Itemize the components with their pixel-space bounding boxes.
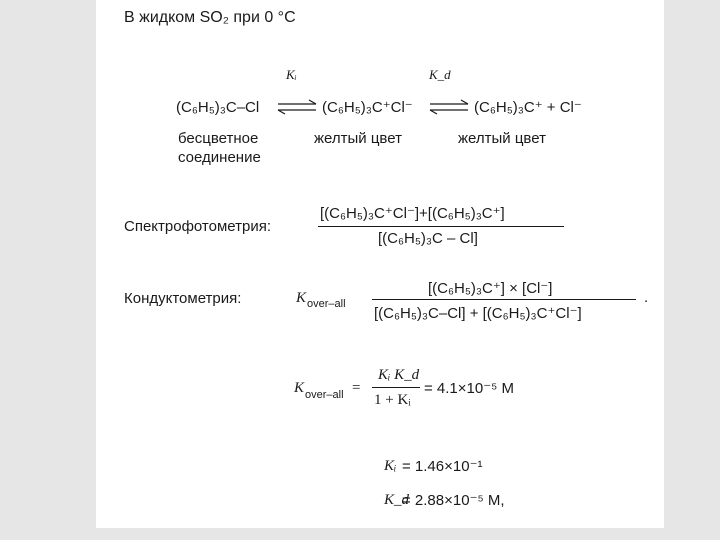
species-ion-pair: (C₆H₅)₃C⁺Cl⁻ bbox=[322, 99, 413, 116]
bottom-margin bbox=[0, 528, 720, 540]
kd-constant-value: = 2.88×10⁻⁵ M, bbox=[402, 492, 505, 509]
conducto-fraction-bar bbox=[372, 299, 636, 300]
equilibrium-arrow-1 bbox=[276, 100, 318, 114]
koverall-numerator: Kᵢ K_d bbox=[378, 367, 420, 383]
conducto-label: Кондуктометрия: bbox=[124, 290, 242, 307]
species-free-ions: (C₆H₅)₃C⁺ + Cl⁻ bbox=[474, 99, 582, 116]
label-yellow-2: желтый цвет bbox=[458, 130, 546, 147]
ki-constant-label: Kᵢ bbox=[384, 458, 397, 474]
koverall-k: K bbox=[294, 380, 305, 396]
koverall-equals: = bbox=[352, 380, 361, 396]
conducto-trailing-dot: . bbox=[644, 289, 649, 306]
species-trityl-chloride: (C₆H₅)₃C–Cl bbox=[176, 99, 260, 116]
document-page bbox=[96, 0, 664, 528]
spectro-denominator: [(C₆H₅)₃C – Cl] bbox=[378, 230, 478, 247]
kd-constant-label: K_d bbox=[384, 492, 410, 508]
spectro-fraction-bar bbox=[318, 226, 564, 227]
right-margin bbox=[664, 0, 720, 528]
ki-constant-value: = 1.46×10⁻¹ bbox=[402, 458, 483, 475]
koverall-denominator: 1 + Kᵢ bbox=[374, 392, 411, 408]
label-colorless: бесцветное bbox=[178, 130, 259, 147]
conducto-numerator: [(C₆H₅)₃C⁺] × [Cl⁻] bbox=[428, 280, 553, 297]
koverall-fraction-bar bbox=[372, 387, 420, 388]
koverall-result: = 4.1×10⁻⁵ M bbox=[424, 380, 515, 397]
koverall-k-subscript: over–all bbox=[305, 389, 344, 401]
kd-label: K_d bbox=[429, 67, 451, 82]
conducto-denominator: [(C₆H₅)₃C–Cl] + [(C₆H₅)₃C⁺Cl⁻] bbox=[374, 305, 582, 322]
label-yellow-1: желтый цвет bbox=[314, 130, 402, 147]
label-compound: соединение bbox=[178, 149, 261, 166]
equilibrium-arrow-2 bbox=[428, 100, 470, 114]
conducto-k: K bbox=[296, 290, 307, 306]
left-margin bbox=[0, 0, 96, 528]
spectro-numerator: [(C₆H₅)₃C⁺Cl⁻]+[(C₆H₅)₃C⁺] bbox=[320, 205, 505, 222]
spectro-label: Спектрофотометрия: bbox=[124, 218, 272, 235]
conducto-k-subscript: over–all bbox=[307, 298, 346, 310]
ki-label: Kᵢ bbox=[286, 67, 297, 82]
page-heading: В жидком SO₂ при 0 °C bbox=[124, 9, 296, 26]
